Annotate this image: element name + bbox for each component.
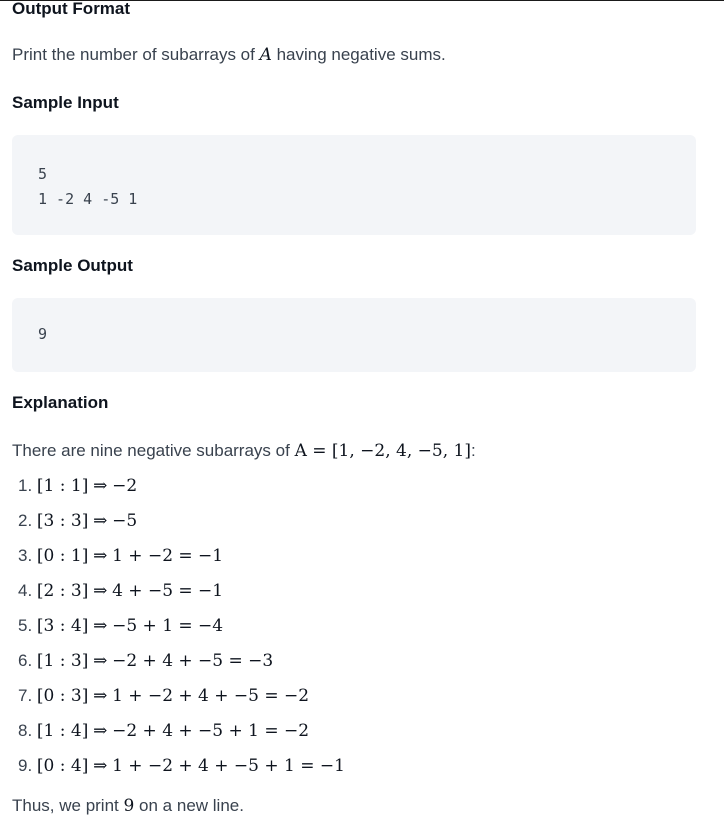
list-item-number: 9.	[18, 756, 33, 775]
conclusion-before: Thus, we print	[12, 796, 124, 815]
sample-output-code-block	[12, 298, 696, 372]
subarray-sum: 1 + −2 + 4 + −5 + 1 = −1	[112, 756, 345, 776]
implies-arrow: ⇒	[93, 476, 108, 496]
subarray-sum: −2 + 4 + −5 + 1 = −2	[112, 721, 310, 741]
implies-arrow: ⇒	[93, 546, 108, 566]
explanation-conclusion	[12, 795, 244, 817]
implies-arrow: ⇒	[93, 651, 108, 671]
list-item-number: 7.	[18, 686, 33, 705]
list-item	[18, 755, 345, 790]
subarray-range: [0 : 3]	[36, 686, 89, 706]
subarray-range: [0 : 4]	[36, 756, 89, 776]
subarray-sum: −5	[112, 511, 138, 531]
list-item-number: 5.	[18, 616, 33, 635]
subarray-range: [3 : 4]	[36, 616, 89, 636]
list-item	[18, 580, 223, 615]
explanation-intro-before: There are nine negative subarrays of	[12, 441, 295, 460]
subarray-range: [3 : 3]	[36, 511, 89, 531]
subarray-range: [1 : 1]	[36, 476, 89, 496]
implies-arrow: ⇒	[93, 756, 108, 776]
subarray-sum: 1 + −2 + 4 + −5 = −2	[112, 686, 310, 706]
list-item	[18, 650, 273, 685]
implies-arrow: ⇒	[93, 581, 108, 601]
explanation-heading: Explanation	[12, 393, 109, 412]
output-format-heading: Output Format	[12, 0, 131, 18]
list-item-number: 1.	[18, 476, 33, 495]
explanation-intro-after: :	[470, 441, 476, 460]
subarray-range: [1 : 4]	[36, 721, 89, 741]
subarray-sum: −5 + 1 = −4	[112, 616, 224, 636]
list-item-number: 3.	[18, 546, 33, 565]
subarray-sum: 1 + −2 = −1	[112, 546, 224, 566]
sample-output-heading: Sample Output	[12, 256, 133, 275]
sample-input-line: 5	[38, 165, 48, 183]
list-item-number: 8.	[18, 721, 33, 740]
subarray-range: [2 : 3]	[36, 581, 89, 601]
subarray-range: [1 : 3]	[36, 651, 89, 671]
sample-input-heading: Sample Input	[12, 93, 119, 112]
implies-arrow: ⇒	[93, 721, 108, 741]
math-var-a: A	[259, 45, 272, 65]
sample-input-line: 1 -2 4 -5 1	[38, 190, 138, 208]
list-item	[18, 720, 309, 755]
implies-arrow: ⇒	[93, 686, 108, 706]
implies-arrow: ⇒	[93, 616, 108, 636]
implies-arrow: ⇒	[93, 511, 108, 531]
subarray-range: [0 : 1]	[36, 546, 89, 566]
sample-input-code-block	[12, 135, 696, 235]
subarray-sum: −2 + 4 + −5 = −3	[112, 651, 274, 671]
output-format-text-before: Print the number of subarrays of	[12, 45, 260, 64]
conclusion-number: 9	[123, 796, 135, 816]
list-item	[18, 685, 309, 720]
output-format-text-after: having negative sums.	[271, 45, 446, 64]
output-format-text	[12, 44, 446, 66]
list-item	[18, 545, 223, 580]
conclusion-after: on a new line.	[134, 796, 244, 815]
subarray-sum: −2	[112, 476, 138, 496]
sample-output-line: 9	[38, 325, 48, 343]
list-item-number: 2.	[18, 511, 33, 530]
list-item	[18, 475, 137, 510]
list-item	[18, 510, 137, 545]
explanation-intro	[12, 440, 476, 462]
list-item	[18, 615, 223, 650]
list-item-number: 6.	[18, 651, 33, 670]
subarray-sum: 4 + −5 = −1	[112, 581, 224, 601]
list-item-number: 4.	[18, 581, 33, 600]
math-array-a: A = [1, −2, 4, −5, 1]	[294, 441, 471, 461]
